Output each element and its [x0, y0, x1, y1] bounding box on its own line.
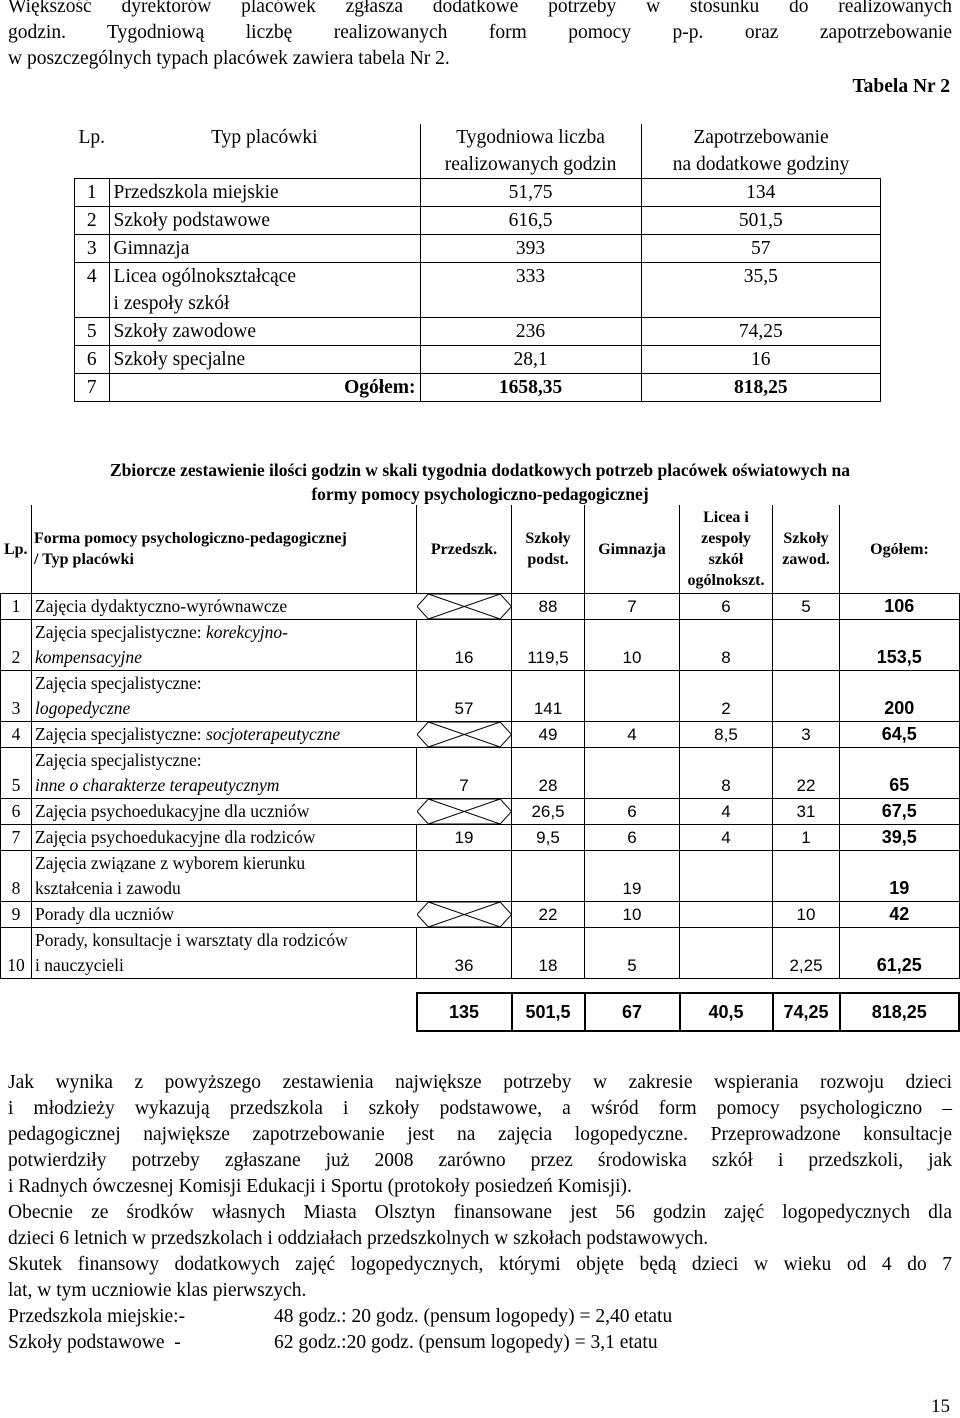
row-przedszk: 36: [417, 928, 512, 979]
row-form: [32, 851, 417, 902]
row-lp: 4: [1, 722, 32, 748]
row-podst: 9,5: [512, 825, 585, 851]
row-lp: 4: [75, 263, 110, 318]
row-zawod: 10: [773, 902, 840, 928]
row-podst: 22: [512, 902, 585, 928]
header-weekly-line1: Tygodniowa liczba: [456, 127, 605, 148]
outro-line: Jak wynika z powyższego zestawienia największe potrzeby w zakresie wspierania rozwoju dzieci: [8, 1072, 952, 1093]
header-licea: [680, 505, 773, 594]
row-total: 39,5: [840, 825, 960, 851]
row-przedszk: 7: [417, 748, 512, 799]
row-form: Zajęcia psychoedukacyjne dla rodziców: [32, 825, 417, 851]
row-licea: 2: [680, 671, 773, 722]
outro-line: Skutek finansowy dodatkowych zajęć logopedycznych, którymi objęte będą dzieci w wieku od 4 do 7: [8, 1254, 952, 1275]
row-zawod: [773, 671, 840, 722]
outro-line: Obecnie ze środków własnych Miasta Olsztyn finansowane jest 56 godzin zajęć logopedycznych dla: [8, 1202, 952, 1223]
row-zawod: 2,25: [773, 928, 840, 979]
header-lp: Lp.: [3, 540, 28, 558]
row-lp: 2: [75, 207, 110, 235]
row-demand: 16: [641, 346, 880, 374]
header-weekly-line2: realizowanych godzin: [444, 154, 617, 175]
row-zawod: [773, 851, 840, 902]
table-row: [1, 851, 960, 902]
row-total: 64,5: [840, 722, 960, 748]
row-licea: 6: [680, 594, 773, 620]
row-zawod: 1: [773, 825, 840, 851]
outro-line: i Radnych ówczesnej Komisji Edukacji i Sportu (protokoły posiedzeń Komisji).: [8, 1176, 632, 1197]
row-form-italic: socjoterapeutyczne: [206, 724, 341, 744]
table-demand-by-school-type: [74, 124, 881, 402]
row-form-line2: logopedyczne: [35, 698, 131, 718]
outro-line: dzieci 6 letnich w przedszkolach i oddziałach przedszkolnych w szkołach podstawowych.: [8, 1228, 709, 1249]
empty-cell-cross: [417, 722, 512, 748]
row-total: 65: [840, 748, 960, 799]
row-lp: 5: [75, 318, 110, 346]
header-demand-line1: Zapotrzebowanie: [693, 127, 829, 148]
row-lp: 8: [1, 851, 32, 902]
row-licea: 8: [680, 748, 773, 799]
staff-label: Przedszkola miejskie:-: [8, 1306, 186, 1327]
row-gimn: 19: [585, 851, 680, 902]
row-form: [32, 748, 417, 799]
row-form-line1: Porady, konsultacje i warsztaty dla rodziców: [35, 930, 348, 950]
row-form: Zajęcia dydaktyczno-wyrównawcze: [32, 594, 417, 620]
sum-blank: [32, 993, 417, 1031]
row-form-line1: Zajęcia związane z wyborem kierunku: [35, 853, 306, 873]
row-podst: 141: [512, 671, 585, 722]
row-type: Gimnazja: [109, 235, 420, 263]
row-form-text: Zajęcia specjalistyczne:: [35, 724, 207, 744]
row-licea: 4: [680, 825, 773, 851]
row-form: [32, 722, 417, 748]
outro-line: i młodzieży wykazują przedszkola i szkoły podstawowe, a wśród form pomocy psychologiczno –: [8, 1098, 952, 1119]
row-form: [32, 620, 417, 671]
row-zawod: 31: [773, 799, 840, 825]
header-zawod-line2: zawod.: [782, 551, 830, 568]
row-lp: 1: [1, 594, 32, 620]
header-licea-line1: Licea i: [703, 509, 749, 526]
row-zawod: 5: [773, 594, 840, 620]
row-total: 106: [840, 594, 960, 620]
row-przedszk: [417, 851, 512, 902]
row-lp: 3: [1, 671, 32, 722]
header-gimn: Gimnazja: [585, 505, 680, 594]
row-przedszk: 16: [417, 620, 512, 671]
table-row: [75, 318, 881, 346]
row-podst: 28: [512, 748, 585, 799]
row-total: 153,5: [840, 620, 960, 671]
table-spacer-row: [1, 979, 960, 993]
row-podst: 119,5: [512, 620, 585, 671]
table-row: [1, 620, 960, 671]
row-gimn: 4: [585, 722, 680, 748]
header-weekly: [420, 124, 641, 179]
row-lp: 6: [75, 346, 110, 374]
row-form-line1: Zajęcia specjalistyczne:: [35, 673, 202, 693]
table-row: [75, 179, 881, 207]
table-header-row: [75, 124, 881, 179]
row-podst: 49: [512, 722, 585, 748]
header-form: [32, 505, 417, 594]
staff-line-szkoly: [8, 1330, 952, 1356]
row-gimn: [585, 748, 680, 799]
empty-cell-cross: [417, 902, 512, 928]
table-row: [75, 346, 881, 374]
table-sum-row: [1, 993, 960, 1031]
row-lp: 9: [1, 902, 32, 928]
sum-przedszk: 135: [417, 993, 512, 1031]
row-lp: 10: [1, 928, 32, 979]
table-row: [1, 748, 960, 799]
row-total: 42: [840, 902, 960, 928]
empty-cell-cross: [417, 594, 512, 620]
row-gimn: 6: [585, 799, 680, 825]
row-lp: 1: [75, 179, 110, 207]
row-type: Przedszkola miejskie: [109, 179, 420, 207]
table2-title-line1: Zbiorcze zestawienie ilości godzin w skali tygodnia dodatkowych potrzeb placówek oświatowych na: [109, 460, 851, 480]
table-row: [1, 799, 960, 825]
table2-title: [20, 458, 940, 506]
row-demand: 35,5: [641, 263, 880, 318]
row-podst: 88: [512, 594, 585, 620]
row-lp: 7: [75, 374, 110, 402]
header-licea-line4: ogólnokszt.: [687, 572, 765, 589]
table-row: [1, 671, 960, 722]
header-podst: [512, 505, 585, 594]
table-row: [1, 594, 960, 620]
header-podst-line1: Szkoły: [525, 530, 571, 547]
row-total: 61,25: [840, 928, 960, 979]
row-lp: 6: [1, 799, 32, 825]
row-gimn: 5: [585, 928, 680, 979]
table-row: [1, 722, 960, 748]
row-demand: 134: [641, 179, 880, 207]
row-type: Szkoły zawodowe: [109, 318, 420, 346]
row-weekly: 1658,35: [420, 374, 641, 402]
row-demand: 57: [641, 235, 880, 263]
table2-title-line2: formy pomocy psychologiczno-pedagogicznej: [311, 484, 649, 504]
row-form-line2: i nauczycieli: [35, 955, 124, 975]
row-type: Szkoły podstawowe: [109, 207, 420, 235]
intro-line: Większość dyrektorów placówek zgłasza dodatkowe potrzeby w stosunku do realizowanych: [8, 0, 952, 17]
row-form-line1: Zajęcia specjalistyczne:: [35, 750, 202, 770]
row-weekly: 333: [420, 263, 641, 318]
row-gimn: [585, 671, 680, 722]
row-total: 19: [840, 851, 960, 902]
row-gimn: 10: [585, 620, 680, 671]
table-row: [75, 207, 881, 235]
header-licea-line3: szkół: [708, 551, 744, 568]
header-total: Ogółem:: [840, 505, 960, 594]
outro-line: pedagogicznej największe zapotrzebowanie jest na zajęcia logopedyczne. Przeprowadzone konsultacje: [8, 1124, 952, 1145]
row-form: [32, 928, 417, 979]
row-licea: [680, 902, 773, 928]
header-type: Typ placówki: [109, 124, 420, 179]
table-row: [1, 928, 960, 979]
table-forms-of-help: [0, 505, 960, 1032]
row-type: Ogółem:: [109, 374, 420, 402]
staff-line-przedszkola: [8, 1304, 952, 1330]
row-przedszk: 57: [417, 671, 512, 722]
row-podst: 18: [512, 928, 585, 979]
page-number: 15: [931, 1396, 950, 1417]
row-demand: 818,25: [641, 374, 880, 402]
spacer-cell: [1, 979, 960, 993]
sum-podst: 501,5: [512, 993, 585, 1031]
row-demand: 74,25: [641, 318, 880, 346]
sum-blank: [1, 993, 32, 1031]
row-form: [32, 671, 417, 722]
outro-line: lat, w tym uczniowie klas pierwszych.: [8, 1280, 307, 1301]
outro-paragraph: [8, 1070, 952, 1356]
staff-value: 62 godz.:20 godz. (pensum logopedy) = 3,1 etatu: [274, 1332, 658, 1353]
empty-cell-cross: [417, 799, 512, 825]
row-demand: 501,5: [641, 207, 880, 235]
row-weekly: 236: [420, 318, 641, 346]
outro-line: potwierdziły potrzeby zgłaszane już 2008 zarówno przez środowiska szkół i przedszkoli, jak: [8, 1150, 952, 1171]
row-weekly: 51,75: [420, 179, 641, 207]
row-zawod: 3: [773, 722, 840, 748]
row-total: 200: [840, 671, 960, 722]
staff-label: Szkoły podstawowe -: [8, 1332, 181, 1353]
row-licea: 8: [680, 620, 773, 671]
row-lp: 3: [75, 235, 110, 263]
row-type-line1: Licea ogólnokształcące: [113, 266, 296, 287]
row-gimn: 10: [585, 902, 680, 928]
staff-value: 48 godz.: 20 godz. (pensum logopedy) = 2,40 etatu: [274, 1306, 673, 1327]
row-form-line2: kompensacyjne: [35, 647, 142, 667]
table-total-row: [75, 374, 881, 402]
sum-licea: 40,5: [680, 993, 773, 1031]
table-row: [75, 235, 881, 263]
header-przedszk: Przedszk.: [417, 505, 512, 594]
row-form-line2: inne o charakterze terapeutycznym: [35, 775, 280, 795]
table-label: Tabela Nr 2: [852, 76, 950, 97]
header-licea-line2: zespoły: [701, 530, 751, 547]
header-demand: [641, 124, 880, 179]
intro-paragraph: [8, 0, 952, 72]
sum-zawod: 74,25: [773, 993, 840, 1031]
row-licea: [680, 928, 773, 979]
row-form: Porady dla uczniów: [32, 902, 417, 928]
intro-line: w poszczególnych typach placówek zawiera tabela Nr 2.: [8, 48, 450, 69]
header-podst-line2: podst.: [527, 551, 569, 568]
header-form-line1: Forma pomocy psychologiczno-pedagogicznej: [34, 530, 347, 547]
header-form-line2: / Typ placówki: [34, 551, 134, 568]
row-licea: [680, 851, 773, 902]
row-lp: 7: [1, 825, 32, 851]
row-type: [109, 263, 420, 318]
row-licea: 4: [680, 799, 773, 825]
sum-gimn: 67: [585, 993, 680, 1031]
table-row: [1, 825, 960, 851]
header-demand-line2: na dodatkowe godziny: [672, 154, 850, 175]
header-zawod: [773, 505, 840, 594]
row-przedszk: 19: [417, 825, 512, 851]
row-weekly: 28,1: [420, 346, 641, 374]
table2-header-row: [1, 505, 960, 594]
row-total: 67,5: [840, 799, 960, 825]
row-type-line2: i zespoły szkół: [113, 293, 230, 314]
row-form: Zajęcia psychoedukacyjne dla uczniów: [32, 799, 417, 825]
header-zawod-line1: Szkoły: [783, 530, 829, 547]
row-form-line1: Zajęcia specjalistyczne:: [35, 622, 207, 642]
row-podst: [512, 851, 585, 902]
row-weekly: 616,5: [420, 207, 641, 235]
intro-line: godzin. Tygodniową liczbę realizowanych form pomocy p-p. oraz zapotrzebowanie: [8, 22, 952, 43]
row-zawod: 22: [773, 748, 840, 799]
row-gimn: 6: [585, 825, 680, 851]
table-row: [1, 902, 960, 928]
header-lp: Lp.: [78, 127, 106, 148]
row-podst: 26,5: [512, 799, 585, 825]
row-licea: 8,5: [680, 722, 773, 748]
row-lp: 5: [1, 748, 32, 799]
row-zawod: [773, 620, 840, 671]
table-row: [75, 263, 881, 318]
row-type: Szkoły specjalne: [109, 346, 420, 374]
sum-total: 818,25: [840, 993, 960, 1031]
row-gimn: 7: [585, 594, 680, 620]
row-form-line2: kształcenia i zawodu: [35, 878, 181, 898]
row-lp: 2: [1, 620, 32, 671]
row-form-line1-italic: korekcyjno-: [206, 622, 288, 642]
row-weekly: 393: [420, 235, 641, 263]
